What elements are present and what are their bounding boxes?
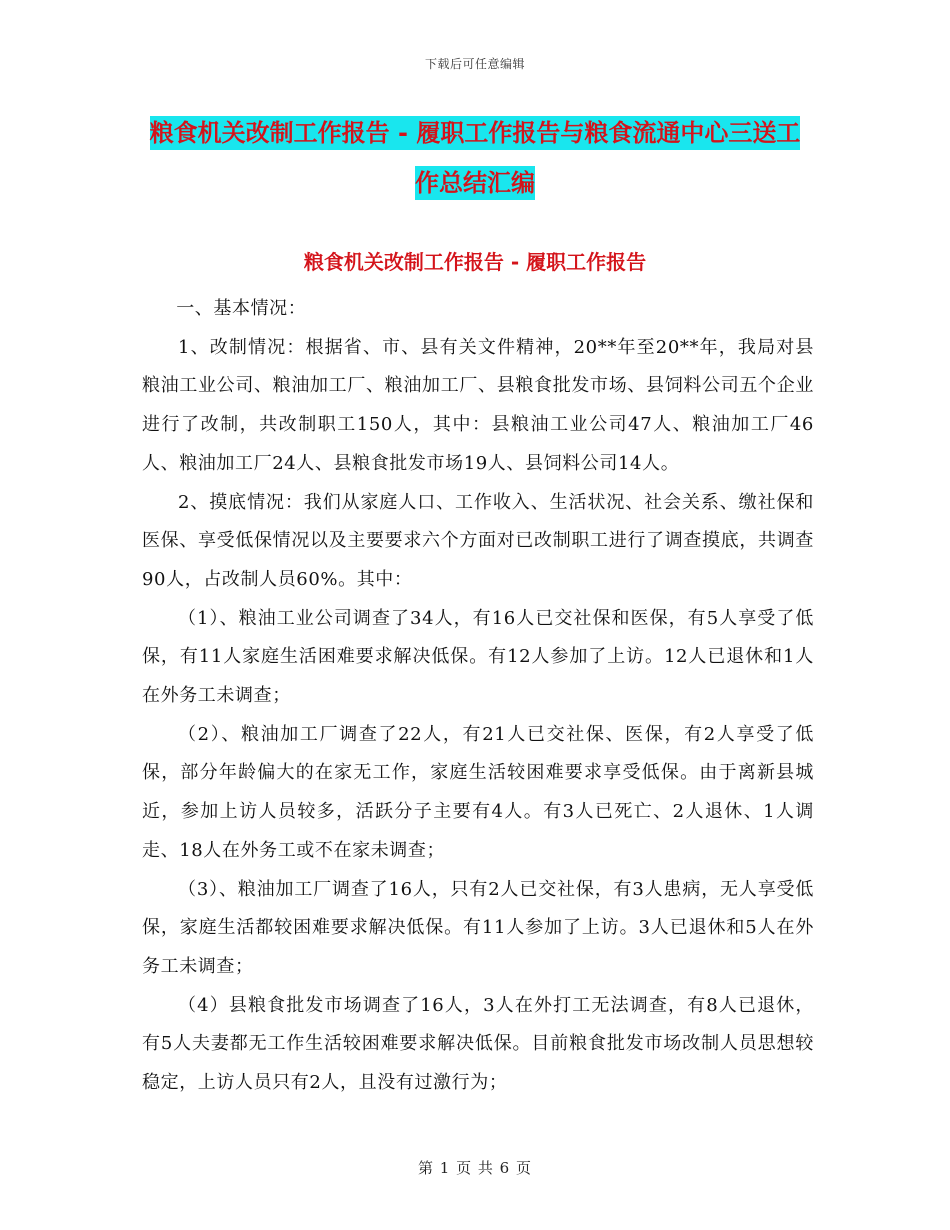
paragraph-item-4: （4）县粮食批发市场调查了16人，3人在外打工无法调查，有8人已退休，有5人夫妻都无工作生活较困难要求解决低保。目前粮食批发市场改制人员思想较稳定，上访人员只有2人，且没有过激行为； [142,994,814,1094]
main-title-text: 粮食机关改制工作报告 - 履职工作报告与粮食流通中心三送工作总结汇编 [150,116,801,200]
header-note: 下载后可任意编辑 [424,57,525,71]
section-title: 粮食机关改制工作报告 - 履职工作报告 [303,250,647,274]
paragraph-item-2: （2）、粮油加工厂调查了22人，有21人已交社保、医保，有2人享受了低保，部分年龄偏大的在家无工作，家庭生活较困难要求享受低保。由于离新县城近，参加上访人员较多，活跃分子主要有4人。有3人已死亡、2人退休、1人调走、18人在外务工或不在家未调查； [142,723,814,861]
paragraph-basic-situation: 一、基本情况： [176,298,307,319]
page-footer: 第 1 页 共 6 页 [418,1159,532,1177]
document-main-title [140,108,810,208]
paragraph-item-3: （3）、粮油加工厂调查了16人，只有2人已交社保，有3人患病，无人享受低保，家庭生活都较困难要求解决低保。有11人参加了上访。3人已退休和5人在外务工未调查； [142,878,814,977]
paragraph-restructuring: 1、改制情况：根据省、市、县有关文件精神，20**年至20**年，我局对县粮油工业公司、粮油加工厂、粮油加工厂、县粮食批发市场、县饲料公司五个企业进行了改制，共改制职工150人，其中：县粮油工业公司47人、粮油加工厂46人、粮油加工厂24人、县粮食批发市场19人、县饲料公司14人。 [142,336,814,474]
paragraph-item-1: （1）、粮油工业公司调查了34人，有16人已交社保和医保，有5人享受了低保，有11人家庭生活困难要求解决低保。有12人参加了上访。12人已退休和1人在外务工未调查； [142,607,814,707]
document-body [142,290,814,1103]
paragraph-survey: 2、摸底情况：我们从家庭人口、工作收入、生活状况、社会关系、缴社保和医保、享受低保情况以及主要要求六个方面对已改制职工进行了调查摸底，共调查90人，占改制人员60%。其中： [142,491,814,590]
